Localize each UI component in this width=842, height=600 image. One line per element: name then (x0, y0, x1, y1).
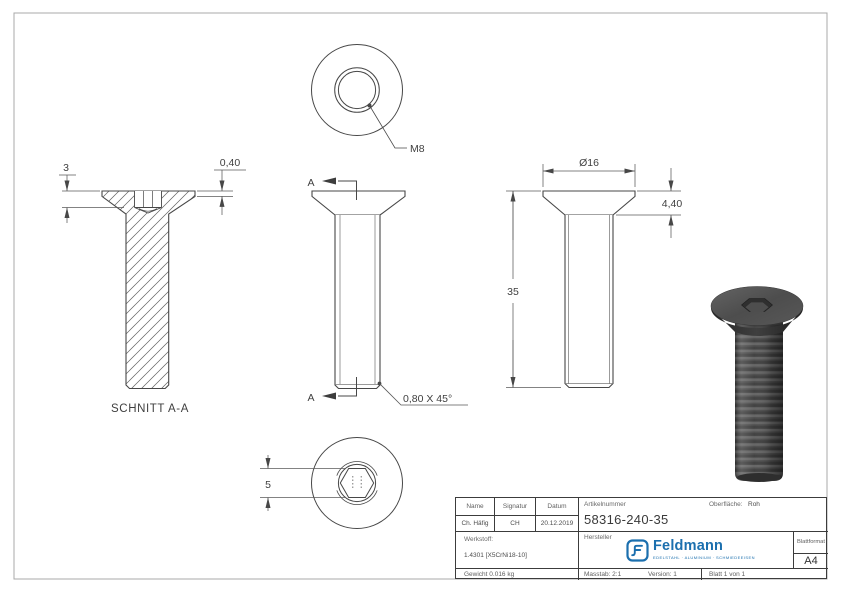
label-artikelnummer: Artikelnummer (584, 501, 626, 508)
section-view (59, 157, 246, 415)
shaft-outline (335, 215, 380, 389)
chamfer-text: 0,80 X 45° (403, 393, 453, 405)
label-werkstoff: Werkstoff: (464, 536, 494, 543)
label-blattformat: Blattformat (796, 539, 826, 545)
cut-label-bottom: A (307, 392, 315, 404)
divider (701, 568, 702, 580)
dim-hex-width-text: 5 (265, 479, 271, 491)
bottom-view (260, 438, 403, 529)
head-outline-circle (312, 438, 403, 529)
top-view (312, 45, 425, 156)
thread-size-label: M8 (410, 143, 425, 155)
label-hersteller: Hersteller (584, 534, 612, 541)
thread-minor-circle (338, 71, 375, 108)
divider (578, 498, 579, 580)
header-name: Name (466, 503, 484, 510)
value-gewicht: Gewicht 0.016 kg (464, 571, 515, 578)
head-outline-circle (312, 45, 403, 136)
render-3d-screw (711, 287, 803, 483)
dim-head-height-text: 4,40 (661, 198, 683, 210)
dim-rim-height-text: 0,40 (219, 157, 241, 169)
thread-major-circle (335, 68, 380, 113)
value-signatur: CH (510, 520, 520, 527)
value-werkstoff: 1.4301 [X5CrNi18-10] (464, 552, 527, 559)
cut-arrow-bottom (322, 393, 336, 400)
render-shaft-tip (737, 473, 781, 482)
chamfer-leader (378, 382, 468, 405)
shaft-outline (565, 215, 613, 388)
head-outline (312, 191, 405, 215)
value-name: Ch. Häfig (461, 520, 489, 527)
label-oberflaeche: Oberfläche: (709, 501, 743, 508)
header-datum: Datum (547, 503, 567, 510)
center-marks (353, 476, 361, 490)
dim-hex-width (260, 455, 346, 511)
section-label: SCHNITT A-A (111, 403, 189, 415)
dim-length-text: 35 (507, 286, 519, 298)
feldmann-logo-icon (626, 539, 649, 562)
value-version: Version: 1 (648, 571, 677, 578)
render-shaft-shading (735, 318, 783, 481)
value-datum: 20.12.2019 (540, 520, 574, 527)
feldmann-logo-tagline: EDELSTAHL · ALUMINIUM · SCHMIEDEEISEN (653, 555, 755, 560)
head-outline (543, 191, 635, 215)
dim-rim-height (197, 170, 246, 215)
dim-socket-depth-text: 3 (63, 162, 69, 174)
side-view-b (506, 157, 682, 388)
feldmann-logo (626, 539, 755, 562)
side-view-a (307, 177, 468, 405)
value-oberflaeche: Roh (748, 501, 760, 508)
divider (456, 531, 828, 532)
value-blattformat: A4 (804, 555, 818, 567)
socket-bore-circle (338, 464, 375, 501)
cut-label-top: A (307, 177, 315, 189)
title-block (455, 497, 827, 579)
feldmann-logo-word: Feldmann (653, 538, 724, 554)
section-body-hatched (102, 191, 195, 389)
header-signatur: Signatur (502, 503, 528, 510)
value-artikelnummer: 58316-240-35 (584, 512, 669, 527)
cut-arrow-top (322, 178, 336, 185)
m8-leader (368, 104, 408, 149)
value-blatt: Blatt 1 von 1 (709, 571, 746, 578)
dim-head-diameter-text: Ø16 (579, 157, 599, 169)
value-masstab: Masstab: 2:1 (584, 571, 622, 578)
hex-socket-outline (340, 469, 373, 498)
